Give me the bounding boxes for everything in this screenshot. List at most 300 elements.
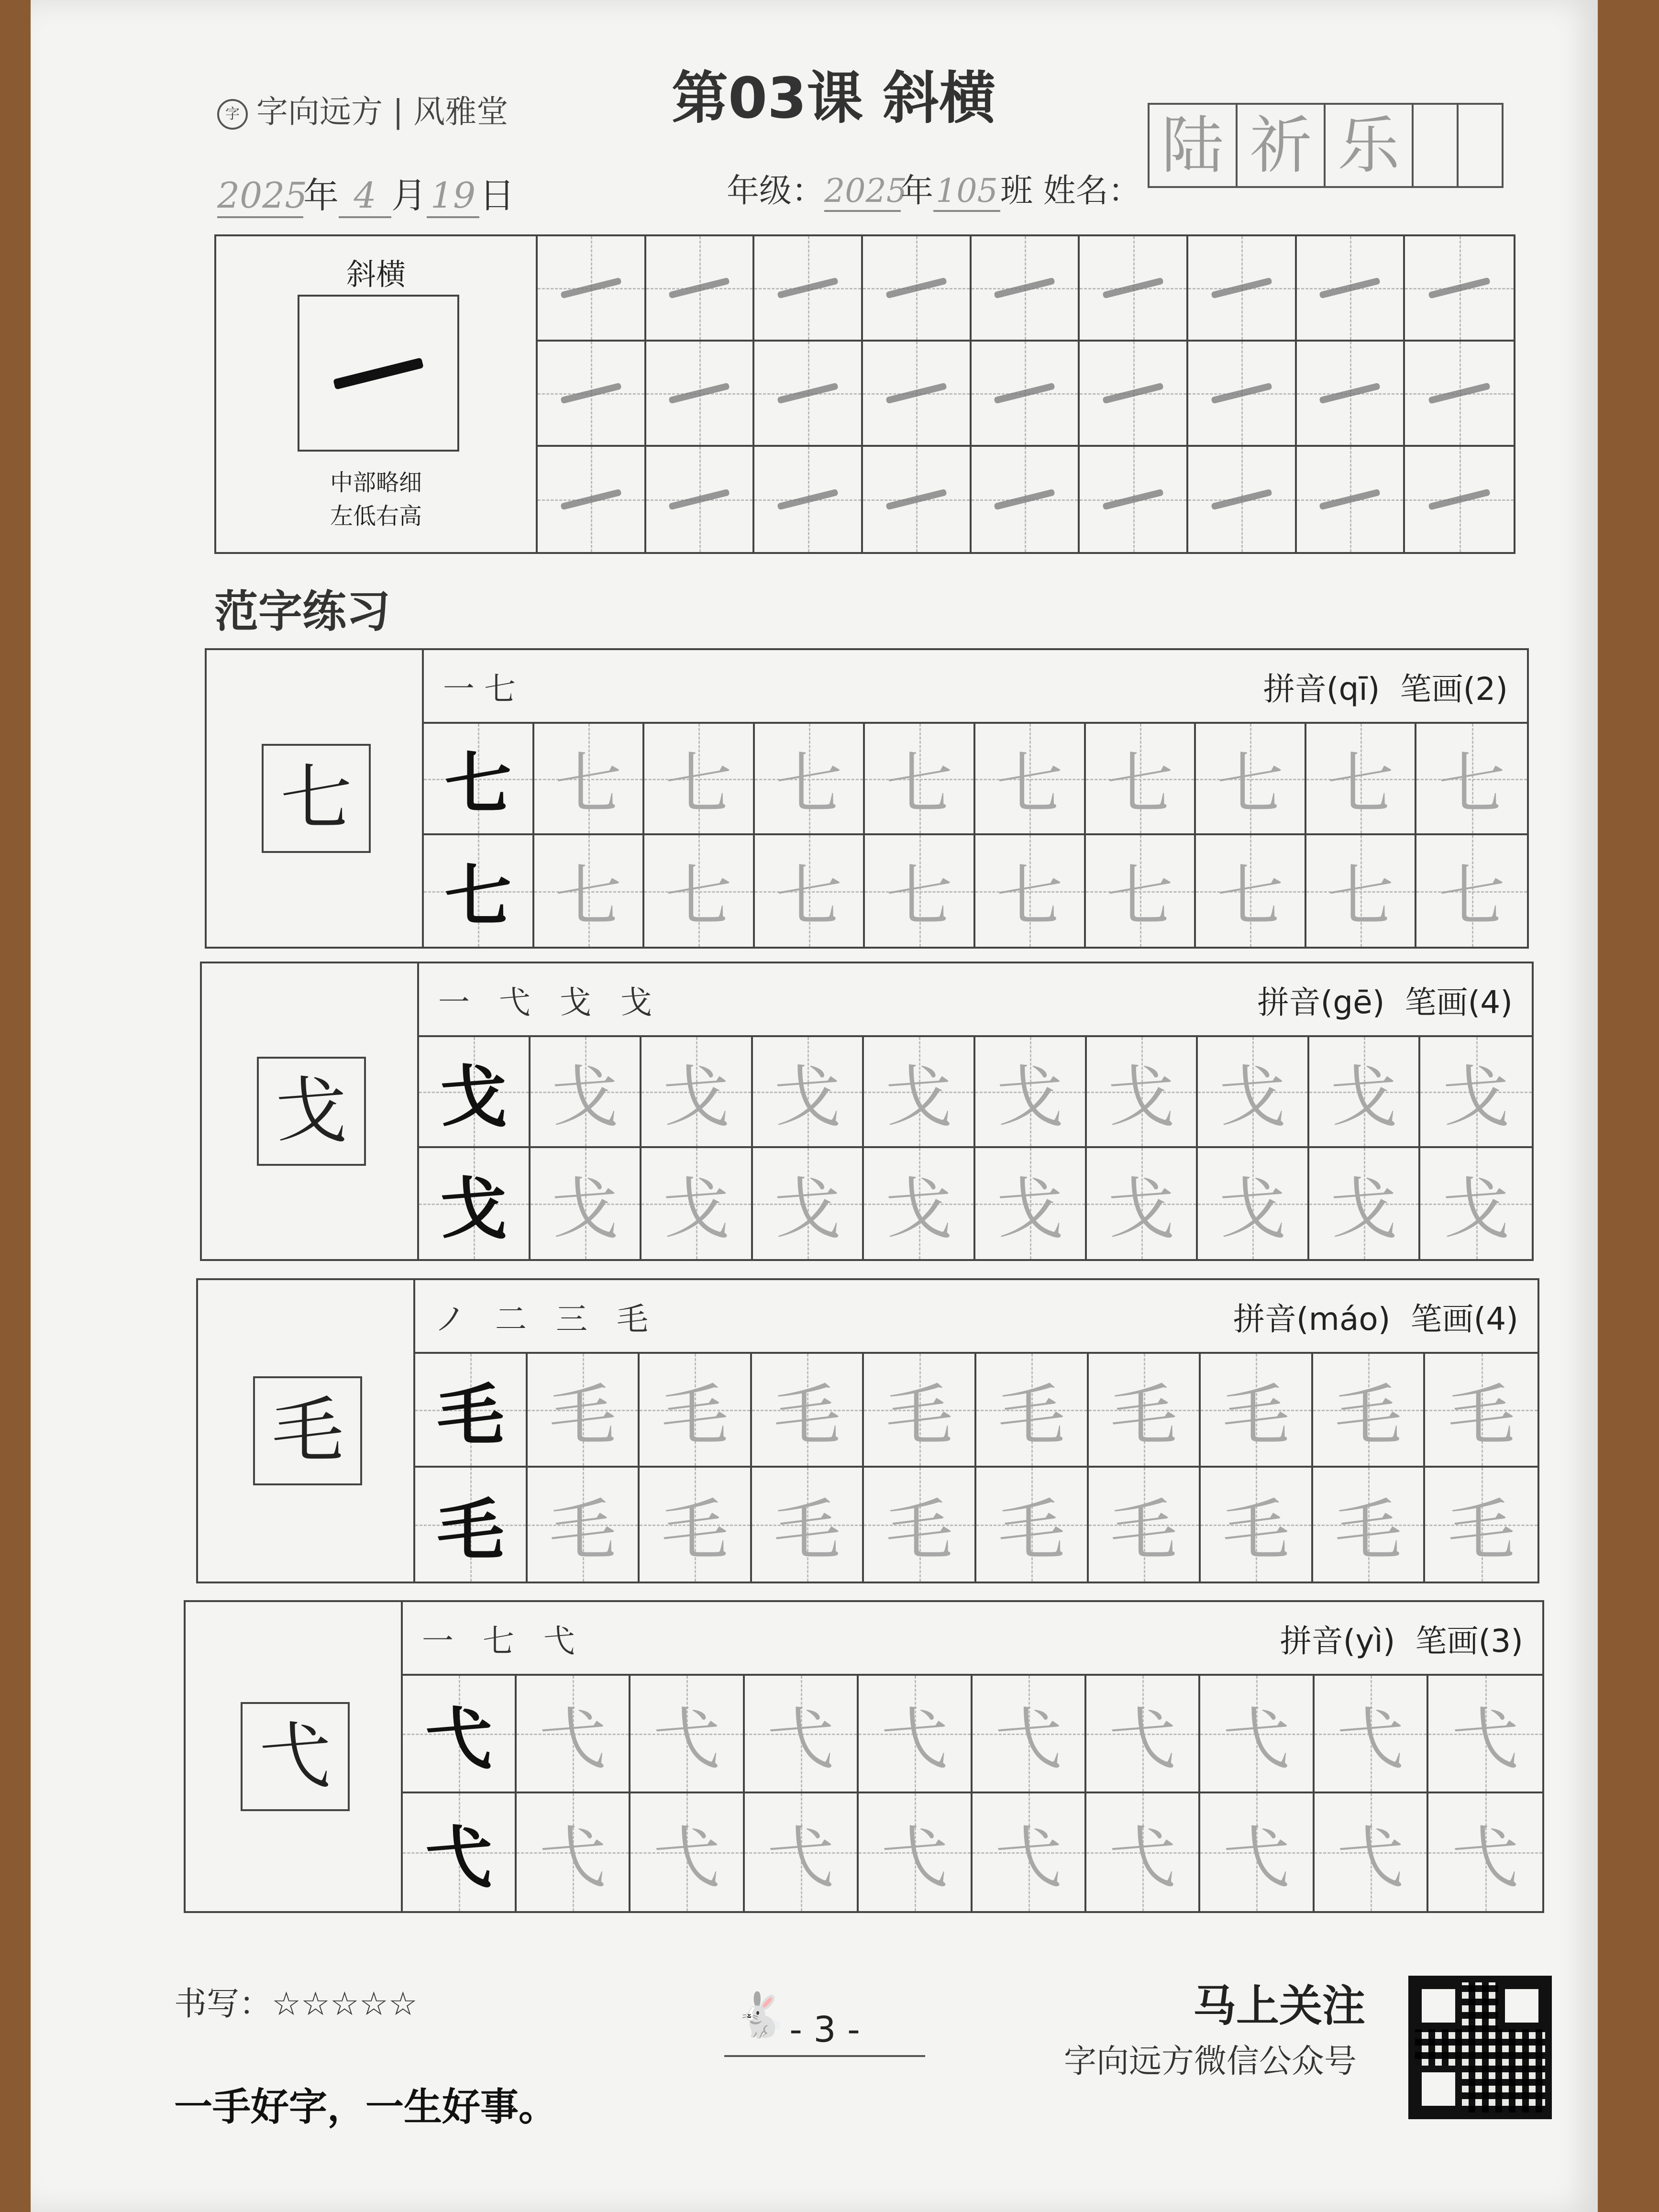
traced-character: 七 [554, 858, 622, 936]
practice-cell[interactable] [864, 1354, 976, 1468]
date-month-suffix: 月 [391, 175, 427, 216]
spacer [1380, 671, 1400, 708]
spacer [1391, 1301, 1411, 1338]
practice-cell[interactable] [1089, 1354, 1201, 1468]
traced-character: 弋 [767, 1819, 834, 1897]
practice-cell[interactable] [403, 1793, 517, 1911]
practice-cell[interactable] [1420, 1148, 1532, 1259]
traced-character: 戈 [551, 1170, 619, 1249]
stroke-note-1: 中部略细 [330, 469, 422, 496]
practice-cell[interactable] [1086, 835, 1196, 947]
practice-cell[interactable] [1428, 1793, 1542, 1911]
traced-character: 七 [1217, 858, 1284, 936]
stroke-practice-cell[interactable] [646, 236, 755, 342]
pinyin-label: 拼音(qī) [1263, 670, 1380, 708]
stroke-practice-cell[interactable] [754, 447, 863, 552]
traced-character: 毛 [1222, 1376, 1290, 1455]
traced-character: 戈 [1107, 1058, 1175, 1137]
practice-cell[interactable] [630, 1676, 744, 1793]
stroke-illustration [298, 295, 459, 452]
character-block [196, 1278, 1539, 1583]
practice-grid [403, 1676, 1542, 1911]
traced-stroke-icon [1319, 489, 1381, 510]
practice-cell[interactable] [975, 1148, 1087, 1259]
traced-character: 毛 [1448, 1491, 1515, 1570]
wechat-account: 字向远方微信公众号 [1064, 2043, 1357, 2080]
traced-character: 弋 [1223, 1819, 1290, 1897]
traced-character: 毛 [1335, 1376, 1402, 1455]
practice-cell[interactable] [1306, 724, 1417, 835]
spacer [1395, 1623, 1416, 1659]
traced-character: 毛 [774, 1376, 841, 1455]
practice-cell[interactable] [534, 724, 645, 835]
practice-cell[interactable] [534, 835, 645, 947]
stroke-count-label: 笔画(3) [1415, 1622, 1523, 1659]
practice-cell[interactable] [419, 1148, 531, 1259]
traced-stroke-icon [777, 277, 839, 299]
traced-stroke-icon [560, 383, 622, 404]
model-character: 弋 [425, 1818, 493, 1897]
traced-character: 毛 [549, 1376, 616, 1455]
practice-cell[interactable] [528, 1468, 640, 1582]
date-day-suffix: 日 [479, 175, 515, 216]
qr-finder [1415, 1982, 1462, 2029]
model-character: 毛 [437, 1376, 504, 1455]
sample-panel [186, 1602, 403, 1911]
stroke-count-label: 笔画(2) [1400, 670, 1508, 708]
stroke-practice-cell[interactable] [1405, 447, 1514, 552]
traced-stroke-icon [994, 383, 1056, 404]
stroke-count-label: 笔画(4) [1410, 1300, 1518, 1338]
practice-cell[interactable] [1087, 1037, 1198, 1148]
practice-cell[interactable] [424, 835, 534, 947]
practice-cell[interactable] [517, 1676, 630, 1793]
traced-stroke-icon [1102, 489, 1164, 510]
traced-character: 弋 [1337, 1819, 1404, 1897]
stroke-grid [538, 236, 1514, 552]
traced-character: 戈 [996, 1170, 1064, 1249]
practice-cell[interactable] [1089, 1468, 1201, 1582]
traced-character: 七 [1106, 745, 1173, 823]
practice-cell[interactable] [1200, 1793, 1314, 1911]
traced-character: 毛 [549, 1491, 616, 1570]
practice-cell[interactable] [415, 1468, 528, 1582]
traced-character: 戈 [774, 1058, 841, 1137]
practice-cell[interactable] [641, 1037, 753, 1148]
traced-character: 毛 [1222, 1491, 1290, 1570]
stroke-practice-cell[interactable] [972, 236, 1080, 342]
traced-stroke-icon [994, 277, 1056, 299]
practice-cell[interactable] [640, 1354, 752, 1468]
brand-logo [217, 86, 508, 132]
traced-character: 弋 [653, 1700, 720, 1779]
sample-character: 弋 [241, 1702, 350, 1811]
stroke-practice-cell[interactable] [863, 342, 972, 447]
stroke-practice-cell[interactable] [1188, 447, 1297, 552]
practice-cell[interactable] [1416, 724, 1527, 835]
page-number: - 3 - [724, 2009, 925, 2057]
pinyin-label: 拼音(gē) [1257, 984, 1385, 1021]
character-info [403, 1602, 1542, 1676]
stroke-name: 斜横 [346, 257, 406, 292]
traced-character: 毛 [885, 1491, 953, 1570]
stroke-practice-cell[interactable] [646, 342, 755, 447]
name-char[interactable]: 陆 [1150, 105, 1238, 186]
sample-panel [198, 1280, 415, 1582]
character-info [424, 650, 1527, 724]
follow-title: 马上关注 [1193, 1981, 1365, 2031]
practice-cell[interactable] [1087, 1148, 1198, 1259]
practice-cell[interactable] [531, 1037, 642, 1148]
traced-character: 戈 [774, 1170, 841, 1249]
stroke-order: 一 弋 戈 戈 [438, 984, 662, 1021]
practice-cell[interactable] [531, 1148, 642, 1259]
practice-cell[interactable] [976, 1468, 1089, 1582]
practice-cell[interactable] [752, 1354, 864, 1468]
sample-character: 戈 [257, 1057, 366, 1166]
traced-stroke-icon [1428, 488, 1491, 510]
practice-panel [403, 1602, 1542, 1911]
date-day[interactable]: 19 [427, 175, 479, 218]
model-character: 毛 [437, 1491, 504, 1570]
practice-grid [424, 724, 1527, 947]
traced-character: 弋 [1223, 1700, 1290, 1779]
character-info [419, 963, 1532, 1037]
brand-seal: 字 [217, 99, 248, 130]
traced-character: 戈 [1442, 1058, 1510, 1137]
traced-character: 七 [1327, 858, 1394, 936]
stroke-practice-cell[interactable] [1405, 342, 1514, 447]
practice-cell[interactable] [1198, 1148, 1309, 1259]
traced-character: 毛 [1110, 1491, 1177, 1570]
practice-cell[interactable] [1086, 1676, 1200, 1793]
practice-cell[interactable] [644, 835, 755, 947]
traced-character: 七 [775, 858, 843, 936]
class-line [727, 165, 1141, 212]
practice-cell[interactable] [1086, 1793, 1200, 1911]
stroke-practice-cell[interactable] [1297, 447, 1405, 552]
model-character: 弋 [425, 1700, 493, 1779]
practice-cell[interactable] [1086, 724, 1196, 835]
practice-cell[interactable] [1198, 1037, 1309, 1148]
traced-character: 戈 [1442, 1170, 1510, 1249]
practice-cell[interactable] [1200, 1676, 1314, 1793]
stroke-practice-cell[interactable] [1405, 236, 1514, 342]
practice-cell[interactable] [864, 1148, 975, 1259]
character-info [415, 1280, 1537, 1354]
stroke-order: 一七 [443, 670, 525, 708]
practice-cell[interactable] [753, 1148, 864, 1259]
name-char[interactable] [1414, 105, 1459, 186]
date-year[interactable]: 2025 [217, 175, 303, 218]
traced-character: 戈 [996, 1058, 1064, 1137]
practice-cell[interactable] [1425, 1354, 1537, 1468]
traced-character: 毛 [998, 1376, 1065, 1455]
stroke-practice-cell[interactable] [1188, 342, 1297, 447]
traced-stroke-icon [1428, 382, 1491, 404]
qr-code-icon[interactable] [1408, 1976, 1552, 2119]
practice-cell[interactable] [1315, 1793, 1428, 1911]
traced-character: 毛 [1335, 1491, 1402, 1570]
traced-character: 戈 [885, 1170, 952, 1249]
traced-character: 毛 [774, 1491, 841, 1570]
traced-character: 弋 [1451, 1819, 1519, 1897]
traced-character: 弋 [653, 1819, 720, 1897]
practice-cell[interactable] [753, 1037, 864, 1148]
traced-character: 毛 [661, 1376, 729, 1455]
traced-character: 戈 [663, 1058, 730, 1137]
practice-cell[interactable] [1313, 1468, 1426, 1582]
practice-cell[interactable] [403, 1676, 517, 1793]
sample-character: 七 [262, 744, 371, 853]
practice-cell[interactable] [975, 835, 1086, 947]
practice-cell[interactable] [976, 1354, 1089, 1468]
traced-character: 戈 [1107, 1170, 1175, 1249]
class-suffix: 班 [1000, 172, 1033, 210]
traced-character: 七 [665, 745, 732, 823]
traced-character: 七 [1438, 745, 1505, 823]
practice-cell[interactable] [745, 1676, 859, 1793]
sample-character: 毛 [253, 1376, 362, 1485]
traced-stroke-icon [1428, 277, 1491, 299]
traced-character: 毛 [1448, 1376, 1515, 1455]
stroke-practice-cell[interactable] [538, 342, 646, 447]
traced-character: 戈 [1330, 1170, 1398, 1249]
practice-cell[interactable] [859, 1676, 973, 1793]
practice-cell[interactable] [745, 1793, 859, 1911]
stroke-order: 一 七 弋 [422, 1622, 585, 1659]
practice-cell[interactable] [1201, 1468, 1313, 1582]
practice-cell[interactable] [975, 724, 1086, 835]
stroke-practice-cell[interactable] [1080, 447, 1188, 552]
stroke-practice-cell[interactable] [863, 236, 972, 342]
stroke-practice-cell[interactable] [863, 447, 972, 552]
date-line [217, 167, 515, 218]
character-meta [1233, 1294, 1518, 1339]
spacer [1385, 984, 1405, 1021]
section-title: 范字练习 [214, 586, 391, 637]
traced-character: 弋 [767, 1700, 834, 1779]
stroke-practice-cell[interactable] [972, 342, 1080, 447]
traced-character: 戈 [663, 1170, 730, 1249]
traced-character: 七 [1106, 858, 1173, 936]
stroke-practice-cell[interactable] [1080, 236, 1188, 342]
stroke-note-2: 左低右高 [330, 503, 422, 530]
traced-stroke-icon [885, 489, 947, 510]
traced-character: 七 [885, 745, 953, 823]
practice-cell[interactable] [1425, 1468, 1537, 1582]
practice-cell[interactable] [865, 835, 975, 947]
practice-cell[interactable] [1416, 835, 1527, 947]
practice-cell[interactable] [1428, 1676, 1542, 1793]
practice-cell[interactable] [640, 1468, 752, 1582]
traced-character: 戈 [551, 1058, 619, 1137]
name-label: 姓名： [1043, 172, 1141, 210]
traced-stroke-icon [1211, 383, 1272, 404]
practice-cell[interactable] [1420, 1037, 1532, 1148]
traced-stroke-icon [560, 277, 622, 299]
practice-grid [415, 1354, 1537, 1582]
practice-grid [419, 1037, 1532, 1259]
class-value[interactable]: 105 [933, 172, 1000, 212]
model-character: 戈 [440, 1170, 508, 1249]
traced-character: 戈 [1330, 1058, 1398, 1137]
traced-character: 戈 [1219, 1058, 1286, 1137]
stroke-practice-cell[interactable] [1188, 236, 1297, 342]
grade-suffix: 年 [901, 172, 934, 210]
traced-character: 弋 [881, 1819, 948, 1897]
traced-stroke-icon [885, 277, 947, 299]
practice-panel [419, 963, 1532, 1259]
practice-cell[interactable] [755, 835, 865, 947]
practice-cell[interactable] [864, 1468, 976, 1582]
practice-cell[interactable] [1201, 1354, 1313, 1468]
traced-character: 七 [1217, 745, 1284, 823]
traced-stroke-icon [669, 383, 730, 404]
traced-character: 七 [885, 858, 953, 936]
practice-cell[interactable] [415, 1354, 528, 1468]
stroke-notes [216, 466, 536, 533]
model-character: 戈 [440, 1058, 508, 1137]
practice-cell[interactable] [1196, 724, 1306, 835]
name-char[interactable]: 乐 [1326, 105, 1414, 186]
sample-panel [207, 650, 424, 947]
traced-character: 弋 [1337, 1700, 1404, 1779]
stroke-demo [216, 236, 538, 552]
traced-character: 弋 [995, 1700, 1062, 1779]
model-character: 七 [444, 857, 512, 936]
practice-panel [415, 1280, 1537, 1582]
stroke-practice-cell[interactable] [1297, 236, 1405, 342]
practice-cell[interactable] [1315, 1676, 1428, 1793]
character-block [184, 1600, 1544, 1913]
practice-cell[interactable] [755, 724, 865, 835]
name-char[interactable]: 祈 [1238, 105, 1326, 186]
stroke-practice-cell[interactable] [538, 236, 646, 342]
date-month[interactable]: 4 [339, 175, 391, 218]
character-meta [1258, 977, 1513, 1022]
traced-stroke-icon [777, 489, 839, 510]
traced-character: 七 [996, 858, 1063, 936]
practice-cell[interactable] [864, 1037, 975, 1148]
lesson-title: 第03课 斜横 [672, 65, 996, 131]
traced-character: 七 [1438, 858, 1505, 936]
traced-character: 弋 [539, 1700, 607, 1779]
traced-character: 七 [996, 745, 1063, 823]
character-meta [1280, 1615, 1523, 1661]
traced-character: 毛 [661, 1491, 729, 1570]
traced-stroke-icon [1211, 489, 1272, 510]
practice-cell[interactable] [630, 1793, 744, 1911]
traced-character: 戈 [885, 1058, 952, 1137]
practice-cell[interactable] [419, 1037, 531, 1148]
name-box[interactable] [1148, 103, 1504, 188]
practice-cell[interactable] [528, 1354, 640, 1468]
model-character: 七 [444, 745, 512, 823]
practice-cell[interactable] [1309, 1037, 1421, 1148]
stroke-practice-cell[interactable] [754, 342, 863, 447]
pinyin-label: 拼音(yì) [1280, 1622, 1395, 1659]
traced-stroke-icon [885, 383, 947, 404]
practice-cell[interactable] [517, 1793, 630, 1911]
sample-panel [202, 963, 419, 1259]
traced-character: 七 [775, 745, 843, 823]
traced-character: 毛 [1110, 1376, 1177, 1455]
stroke-practice-box [214, 234, 1515, 554]
traced-character: 弋 [995, 1819, 1062, 1897]
stroke-practice-cell[interactable] [1080, 342, 1188, 447]
stroke-order: ノ 二 三 毛 [434, 1300, 658, 1338]
character-block [200, 962, 1534, 1261]
stroke-practice-cell[interactable] [972, 447, 1080, 552]
slogan: 一手好字，一生好事。 [174, 2085, 557, 2129]
practice-cell[interactable] [865, 724, 975, 835]
qr-finder [1498, 1982, 1545, 2029]
practice-cell[interactable] [644, 724, 755, 835]
traced-stroke-icon [1319, 383, 1381, 404]
traced-character: 七 [554, 745, 622, 823]
name-char[interactable] [1459, 105, 1502, 186]
stroke-practice-cell[interactable] [754, 236, 863, 342]
practice-cell[interactable] [752, 1468, 864, 1582]
traced-character: 毛 [998, 1491, 1065, 1570]
traced-stroke-icon [1102, 277, 1164, 299]
qr-finder [1415, 2066, 1462, 2112]
stroke-practice-cell[interactable] [646, 447, 755, 552]
traced-character: 戈 [1219, 1170, 1286, 1249]
slanted-horizontal-stroke-icon [333, 357, 424, 389]
practice-cell[interactable] [1313, 1354, 1426, 1468]
traced-stroke-icon [669, 277, 730, 299]
practice-cell[interactable] [975, 1037, 1087, 1148]
practice-cell[interactable] [424, 724, 534, 835]
traced-character: 弋 [1451, 1700, 1519, 1779]
practice-cell[interactable] [1309, 1148, 1421, 1259]
rabbit-icon: 🐇 [734, 1990, 788, 2040]
practice-cell[interactable] [859, 1793, 973, 1911]
traced-stroke-icon [1211, 277, 1272, 299]
practice-cell[interactable] [641, 1148, 753, 1259]
practice-cell[interactable] [973, 1676, 1086, 1793]
traced-character: 七 [665, 858, 732, 936]
traced-stroke-icon [777, 383, 839, 404]
traced-stroke-icon [560, 489, 622, 510]
traced-character: 毛 [885, 1376, 953, 1455]
character-block [205, 648, 1529, 949]
practice-cell[interactable] [973, 1793, 1086, 1911]
traced-stroke-icon [1319, 277, 1381, 299]
traced-stroke-icon [1102, 383, 1164, 404]
traced-character: 弋 [1109, 1700, 1176, 1779]
character-meta [1263, 664, 1508, 709]
stroke-practice-cell[interactable] [538, 447, 646, 552]
traced-character: 弋 [1109, 1819, 1176, 1897]
stroke-practice-cell[interactable] [1297, 342, 1405, 447]
writing-rating: 书写：☆☆☆☆☆ [174, 1985, 418, 2023]
traced-character: 七 [1327, 745, 1394, 823]
pinyin-label: 拼音(máo) [1233, 1300, 1391, 1338]
practice-cell[interactable] [1196, 835, 1306, 947]
stroke-count-label: 笔画(4) [1405, 984, 1513, 1021]
traced-stroke-icon [994, 489, 1056, 510]
practice-cell[interactable] [1306, 835, 1417, 947]
practice-panel [424, 650, 1527, 947]
traced-stroke-icon [669, 489, 730, 510]
traced-character: 弋 [881, 1700, 948, 1779]
date-year-suffix: 年 [303, 175, 339, 216]
grade-value[interactable]: 2025 [824, 172, 901, 212]
brand-name: 字向远方 | 风雅堂 [256, 93, 509, 130]
